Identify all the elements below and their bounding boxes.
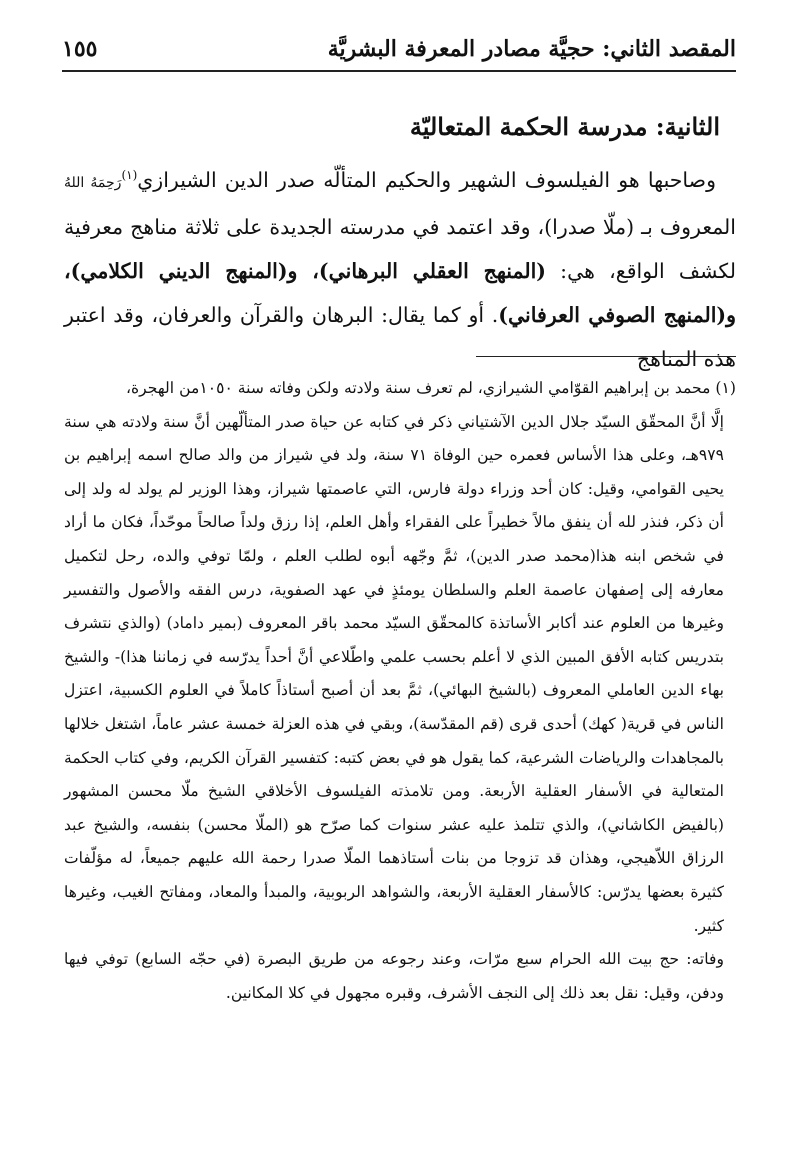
paragraph-1 bbox=[64, 158, 736, 381]
footnote-separator bbox=[476, 356, 736, 357]
body-paragraph bbox=[64, 158, 736, 381]
section-heading: الثانية: مدرسة الحكمة المتعاليّة bbox=[409, 112, 720, 141]
running-header bbox=[62, 28, 736, 72]
footnotes bbox=[64, 372, 736, 1010]
paragraph-1-intro: وصاحبها هو الفيلسوف الشهير والحكيم المتألّه صدر الدين الشيرازي bbox=[137, 168, 716, 192]
footnote-1-biography: إلَّا أنَّ المحقّق السيّد جلال الدين الآشتياني ذكر في كتابه عن حياة صدر المتألّهين أنَّ سنة ولادته هي سنة ٩٧٩هـ، وعلى هذا الأساس فعمره حين الوفاة ٧١ سنة، ولد في شيراز من والد صالح اسمه إبراهيم بن يحيى القوامي، وقيل: كان أحد وزراء دولة فارس، التي عاصمتها شيراز، وهذا الوزير لم يولد له ولد إلى أن ذكر، فنذر لله أن ينفق مالاً خطيراً على الفقراء وأهل العلم، إذا رزق ولداً صالحاً موحّداً، فكان ما أراد في شخص ابنه هذا(محمد صدر الدين)، ثمَّ وجّهه أبوه لطلب العلم ، ولمّا توفي والده، رحل لتكميل معارفه إلى إصفهان عاصمة العلم والسلطان يومئذٍ في عهد الصفوية، درس الفقه والأصول والتفسير وغيرها من العلوم عند أكابر الأساتذة كالمحقّق السيّد محمد باقر المعروف (بمير داماد) (والذي نتشرف بتدريس كتابه الأفق المبين الذي لا أعلم بحسب علمي واطّلاعي أنَّ أحداً يدرّسه في زماننا هذا)- والشيخ بهاء الدين العاملي المعروف (بالشيخ البهائي)، ثمَّ بعد أن أصبح أستاذاً كاملاً في العلوم الكسبية، اعتزل الناس في قرية( كهك) أحدى قرى (قم المقدّسة)، وبقي في هذه العزلة خمسة عشر عاماً، اشتغل خلالها بالمجاهدات والرياضات الشرعية، كما يقول هو في بعض كتبه: كتفسير القرآن الكريم، وفي كتاب الحكمة المتعالية في الأسفار العقلية الأربعة. ومن تلامذته الفيلسوف الأخلاقي الشيخ ملّا محسن المشهور (بالفيض الكاشاني)، والذي تتلمذ عليه عشر سنوات كما صرّح هو (الملّا محسن) بنفسه، والشيخ عبد الرزاق اللاّهيجي، وهذان قد تزوجا من بنات أستاذهما الملّا صدرا رحمة الله عليهم جميعاً، له مؤلّفات كثيرة بعضها يدرّس: كالأسفار العقلية الأربعة، والشواهد الربوبية، والمبدأ والمعاد، ومفاتح الغيب، وغيرها كثير. bbox=[64, 412, 724, 935]
paragraph-1-middle: المعروف بـ (ملّا صدرا)، وقد اعتمد في مدرسته الجديدة على ثلاثة مناهج معرفية لكشف الواقع، هي: bbox=[64, 215, 737, 283]
footnote-1-death: وفاته: حج بيت الله الحرام سبع مرّات، وعند رجوعه من طريق البصرة (في حجّه السابع) توفي فيها ودفن، وقيل: نقل بعد ذلك إلى النجف الأشرف، وقبره مجهول في كلا المكانين. bbox=[64, 950, 724, 1002]
paragraph-1-end: . أو كما يقال: البرهان والقرآن والعرفان، وقد اعتبر هذه المناهج bbox=[64, 303, 736, 371]
footnote-1-first-line: (١) محمد بن إبراهيم القوّامي الشيرازي، لم تعرف سنة ولادته ولكن وفاته سنة ١٠٥٠من الهجرة، bbox=[125, 379, 736, 397]
page-number: ١٥٥ bbox=[62, 36, 98, 62]
methods-list: (المنهج العقلي البرهاني)، و(المنهج الديني الكلامي)، و(المنهج الصوفي العرفاني) bbox=[64, 259, 737, 327]
honorific-mark: رَحِمَهُ اللهُ bbox=[64, 175, 122, 191]
footnote-reference[interactable]: (١) bbox=[121, 168, 138, 183]
running-title: المقصد الثاني: حجيَّة مصادر المعرفة البشريَّة bbox=[327, 36, 736, 62]
